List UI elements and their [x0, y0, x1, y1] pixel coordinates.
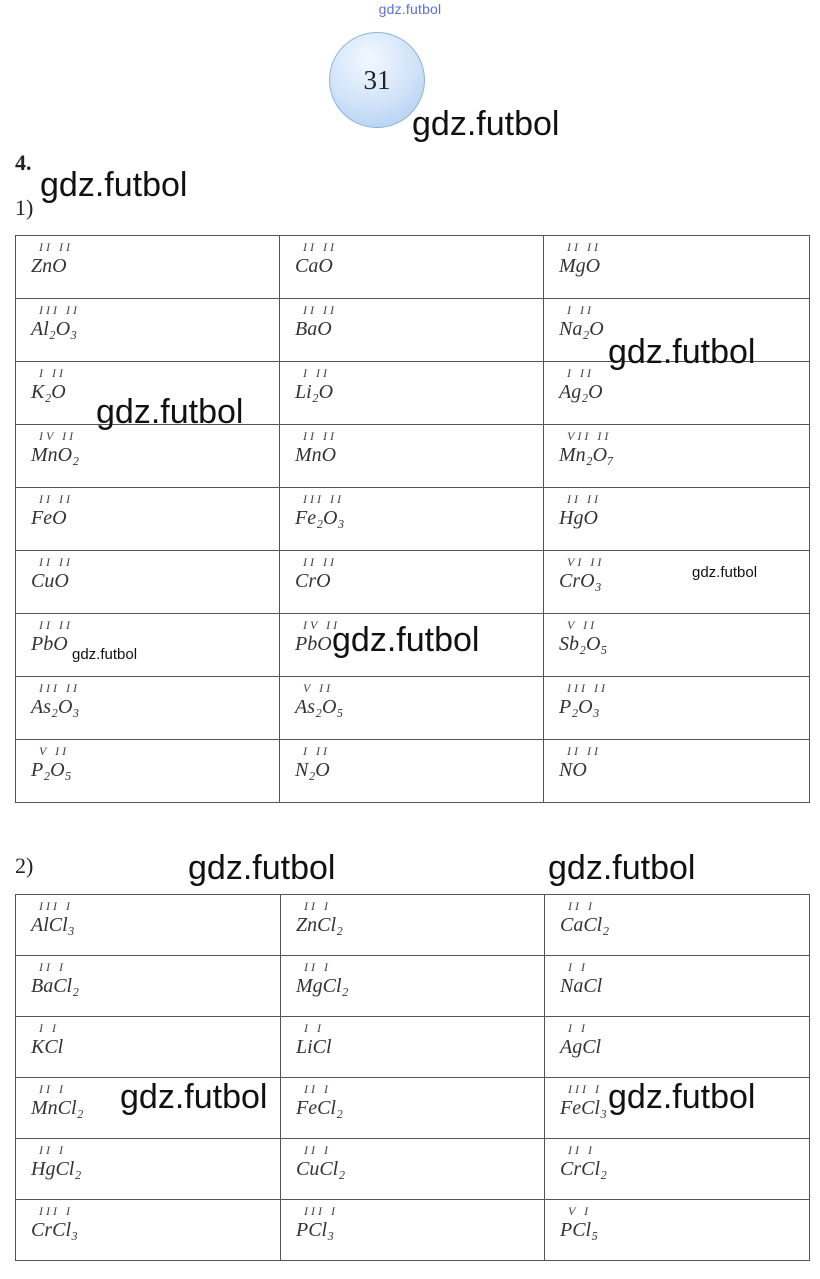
valence-label: II II — [39, 555, 73, 569]
chemical-formula: MnO₂ — [31, 444, 80, 466]
chemical-formula: Al₂O₃ — [31, 318, 78, 340]
formula-cell — [16, 236, 280, 299]
valence-label: II II — [303, 240, 337, 254]
valence-label: I II — [303, 366, 330, 380]
table-row — [16, 956, 810, 1017]
chemical-formula: ZnCl₂ — [296, 914, 343, 936]
watermark: gdz.futbol — [120, 1078, 268, 1116]
valence-label: II I — [304, 960, 331, 974]
valence-label: III I — [568, 1082, 602, 1096]
cell-content — [545, 1139, 809, 1180]
valence-label: II II — [567, 492, 601, 506]
cell-content — [280, 362, 543, 403]
valence-label: I II — [567, 366, 594, 380]
valence-label: II I — [39, 960, 66, 974]
cell-content — [280, 677, 543, 718]
watermark: gdz.futbol — [412, 105, 560, 143]
watermark: gdz.futbol — [548, 849, 696, 887]
valence-label: II I — [304, 1082, 331, 1096]
chemical-formula: BaCl₂ — [31, 975, 80, 997]
chemical-formula: Na₂O — [559, 318, 604, 340]
chemical-formula: Fe₂O₃ — [295, 507, 345, 529]
watermark: gdz.futbol — [608, 1078, 756, 1116]
formula-cell — [544, 488, 810, 551]
formula-cell — [544, 740, 810, 803]
table-row — [16, 236, 810, 299]
cell-content — [280, 236, 543, 277]
formula-cell — [16, 740, 280, 803]
cell-content — [281, 1139, 544, 1180]
watermark: gdz.futbol — [188, 849, 336, 887]
valence-label: III I — [304, 1204, 338, 1218]
cell-content — [544, 677, 809, 718]
valence-label: III II — [39, 303, 80, 317]
formula-cell — [280, 362, 544, 425]
task-number: 4. — [15, 150, 32, 175]
formula-cell — [281, 1017, 545, 1078]
valence-label: III I — [39, 1204, 73, 1218]
chemical-formula: ZnO — [31, 255, 67, 277]
valence-label: II I — [568, 899, 595, 913]
cell-content — [280, 425, 543, 466]
table-row — [16, 1017, 810, 1078]
table-row — [16, 740, 810, 803]
chemical-formula: N₂O — [295, 759, 330, 781]
cell-content — [16, 614, 279, 655]
cell-content — [544, 236, 809, 277]
valence-label: I I — [568, 1021, 588, 1035]
table-row — [16, 677, 810, 740]
formula-cell — [545, 1139, 810, 1200]
formula-cell — [545, 1200, 810, 1261]
valence-label: II I — [568, 1143, 595, 1157]
chemical-formula: MgO — [559, 255, 601, 277]
formula-cell — [280, 236, 544, 299]
valence-label: I II — [39, 366, 66, 380]
valence-label: II II — [39, 492, 73, 506]
formula-cell — [280, 425, 544, 488]
watermark: gdz.futbol — [332, 621, 480, 659]
cell-content — [16, 895, 280, 936]
chemical-formula: CrCl₂ — [560, 1158, 607, 1180]
cell-content — [545, 1200, 809, 1241]
cell-content — [16, 551, 279, 592]
watermark: gdz.futbol — [608, 333, 756, 371]
valence-label: II II — [303, 303, 337, 317]
table-row — [16, 425, 810, 488]
cell-content — [545, 1017, 809, 1058]
cell-content — [16, 236, 279, 277]
cell-content — [16, 740, 279, 781]
chemical-formula: PbO — [295, 633, 332, 655]
chemical-formula: P₂O₃ — [559, 696, 600, 718]
oxides-table — [15, 235, 810, 803]
formula-cell — [281, 1200, 545, 1261]
formula-cell — [16, 677, 280, 740]
chemical-formula: PbO — [31, 633, 68, 655]
formula-cell — [281, 1139, 545, 1200]
cell-content — [281, 1078, 544, 1119]
cell-content — [544, 488, 809, 529]
formula-cell — [281, 895, 545, 956]
cell-content — [544, 425, 809, 466]
valence-label: V II — [39, 744, 70, 758]
valence-label: I I — [304, 1021, 324, 1035]
formula-cell — [16, 299, 280, 362]
cell-content — [16, 488, 279, 529]
cell-content — [281, 1017, 544, 1058]
formula-cell — [544, 236, 810, 299]
chemical-formula: CrO₃ — [559, 570, 602, 592]
cell-content — [280, 488, 543, 529]
formula-cell — [544, 677, 810, 740]
cell-content — [16, 677, 279, 718]
valence-label: II I — [304, 899, 331, 913]
page-number-badge: 31 — [329, 32, 425, 128]
valence-label: III II — [567, 681, 608, 695]
chemical-formula: FeCl₃ — [560, 1097, 607, 1119]
formula-cell — [281, 1078, 545, 1139]
part-1-label: 1) — [15, 195, 34, 220]
chemical-formula: LiCl — [296, 1036, 332, 1058]
table-row — [16, 551, 810, 614]
valence-label: II I — [304, 1143, 331, 1157]
valence-label: I I — [568, 960, 588, 974]
valence-label: III II — [303, 492, 344, 506]
chemical-formula: HgO — [559, 507, 598, 529]
chemical-formula: BaO — [295, 318, 332, 340]
chemical-formula: Li₂O — [295, 381, 334, 403]
site-watermark-top: gdz.futbol — [378, 1, 442, 17]
formula-cell — [280, 551, 544, 614]
cell-content — [281, 1200, 544, 1241]
formula-cell — [545, 956, 810, 1017]
formula-cell — [16, 956, 281, 1017]
formula-cell — [16, 425, 280, 488]
valence-label: II II — [39, 240, 73, 254]
cell-content — [544, 740, 809, 781]
chemical-formula: AlCl₃ — [31, 914, 75, 936]
chemical-formula: P₂O₅ — [31, 759, 72, 781]
cell-content — [544, 551, 809, 592]
chemical-formula: PCl₅ — [560, 1219, 599, 1241]
chemical-formula: MnCl₂ — [31, 1097, 84, 1119]
valence-label: II II — [567, 240, 601, 254]
watermark: gdz.futbol — [96, 393, 244, 431]
formula-cell — [16, 895, 281, 956]
formula-cell — [280, 299, 544, 362]
valence-label: II I — [39, 1082, 66, 1096]
chemical-formula: FeCl₂ — [296, 1097, 343, 1119]
cell-content — [545, 895, 809, 936]
cell-content — [281, 895, 544, 936]
table-row — [16, 1200, 810, 1261]
formula-cell — [545, 895, 810, 956]
valence-label: III I — [39, 899, 73, 913]
valence-label: I I — [39, 1021, 59, 1035]
cell-content — [16, 299, 279, 340]
cell-content — [16, 1200, 280, 1241]
chemical-formula: CaO — [295, 255, 333, 277]
formula-cell — [16, 614, 280, 677]
cell-content — [280, 740, 543, 781]
formula-cell — [545, 1017, 810, 1078]
oxides-table-body — [16, 236, 810, 803]
table-row — [16, 895, 810, 956]
valence-label: I II — [567, 303, 594, 317]
valence-label: II I — [39, 1143, 66, 1157]
valence-label: V II — [303, 681, 334, 695]
formula-cell — [16, 1200, 281, 1261]
formula-cell — [544, 425, 810, 488]
valence-label: IV II — [39, 429, 77, 443]
table-row — [16, 1139, 810, 1200]
chemical-formula: CrO — [295, 570, 331, 592]
table-row — [16, 488, 810, 551]
chemical-formula: Sb₂O₅ — [559, 633, 608, 655]
formula-cell — [16, 1139, 281, 1200]
formula-cell — [16, 551, 280, 614]
chemical-formula: AgCl — [560, 1036, 602, 1058]
valence-label: III II — [39, 681, 80, 695]
formula-cell — [280, 740, 544, 803]
cell-content — [281, 956, 544, 997]
chemical-formula: Ag₂O — [559, 381, 603, 403]
valence-label: VII II — [567, 429, 612, 443]
chemical-formula: As₂O₅ — [295, 696, 344, 718]
valence-label: IV II — [303, 618, 341, 632]
chemical-formula: K₂O — [31, 381, 66, 403]
cell-content — [16, 956, 280, 997]
chemical-formula: MgCl₂ — [296, 975, 349, 997]
chemical-formula: KCl — [31, 1036, 64, 1058]
valence-label: II II — [303, 429, 337, 443]
valence-label: V II — [567, 618, 598, 632]
formula-cell — [16, 1017, 281, 1078]
chemical-formula: FeO — [31, 507, 67, 529]
watermark: gdz.futbol — [72, 646, 138, 663]
chemical-formula: MnO — [295, 444, 337, 466]
formula-cell — [544, 614, 810, 677]
chemical-formula: CrCl₃ — [31, 1219, 78, 1241]
chemical-formula: CaCl₂ — [560, 914, 610, 936]
chemical-formula: As₂O₃ — [31, 696, 80, 718]
formula-cell — [16, 488, 280, 551]
valence-label: II II — [303, 555, 337, 569]
chemical-formula: PCl₃ — [296, 1219, 335, 1241]
part-2-label: 2) — [15, 853, 34, 878]
valence-label: V I — [568, 1204, 592, 1218]
formula-cell — [544, 551, 810, 614]
cell-content — [16, 1139, 280, 1180]
formula-cell — [280, 488, 544, 551]
watermark: gdz.futbol — [692, 564, 758, 581]
formula-cell — [280, 677, 544, 740]
valence-label: II II — [39, 618, 73, 632]
cell-content — [280, 299, 543, 340]
watermark: gdz.futbol — [40, 166, 188, 204]
chemical-formula: NaCl — [560, 975, 603, 997]
valence-label: VI II — [567, 555, 605, 569]
formula-cell — [281, 956, 545, 1017]
chemical-formula: CuCl₂ — [296, 1158, 346, 1180]
cell-content — [280, 551, 543, 592]
valence-label: I II — [303, 744, 330, 758]
valence-label: II II — [567, 744, 601, 758]
cell-content — [545, 956, 809, 997]
cell-content — [544, 614, 809, 655]
chemical-formula: Mn₂O₇ — [559, 444, 615, 466]
chemical-formula: NO — [559, 759, 587, 781]
cell-content — [16, 1017, 280, 1058]
chemical-formula: CuO — [31, 570, 69, 592]
chemical-formula: HgCl₂ — [31, 1158, 82, 1180]
